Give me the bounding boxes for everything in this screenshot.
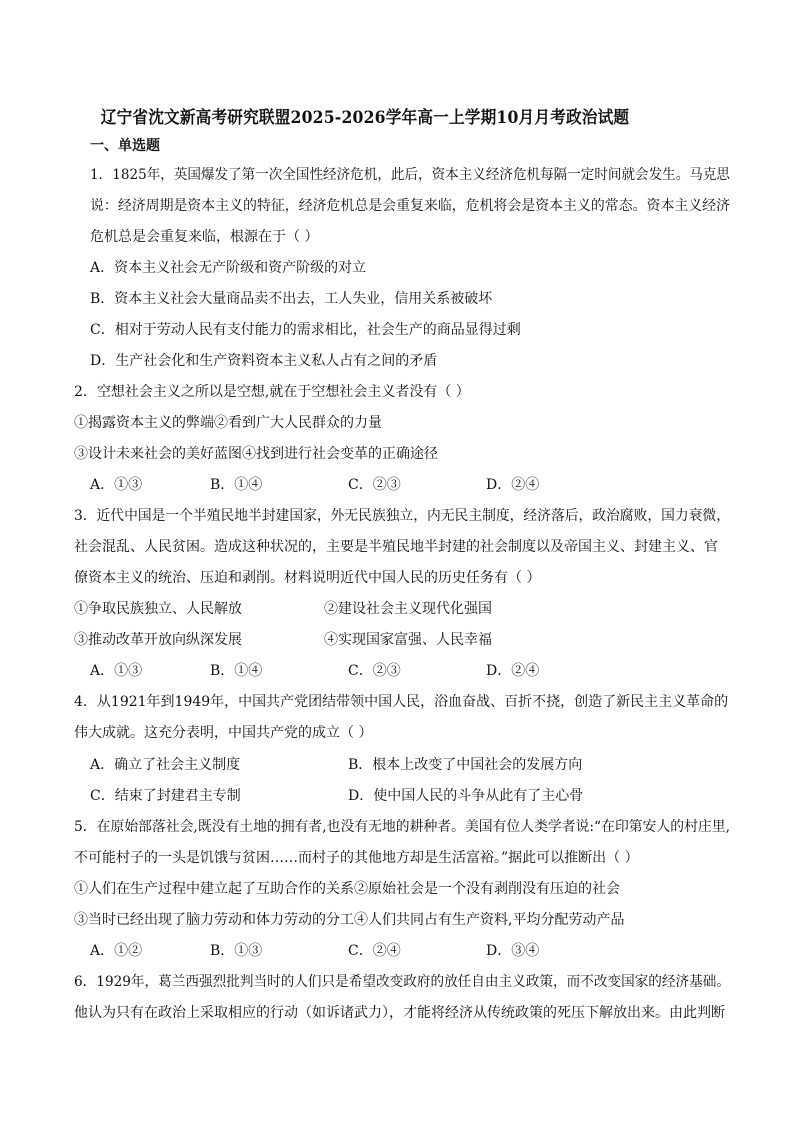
q4-option-d[interactable]: D．使中国人民的斗争从此有了主心骨 <box>348 788 584 804</box>
q4-stem-line-2: 伟大成就。这充分表明，中国共产党的成立（ ） <box>74 725 373 741</box>
q3-stem-line-1: 3．近代中国是一个半殖民地半封建国家，外无民族独立，内无民主制度，经济落后，政治腐败，国力衰微， <box>74 508 730 524</box>
q5-statements-1: ①人们在生产过程中建立起了互助合作的关系②原始社会是一个没有剥削没有压迫的社会 <box>74 881 620 897</box>
q3-statement-2: ②建设社会主义现代化强国 <box>324 601 492 617</box>
q2-option-a[interactable]: A．①③ <box>90 477 143 493</box>
q1-stem-line-2: 说：经济周期是资本主义的特征，经济危机总是会重复来临，危机将会是资本主义的常态。资本主义经济 <box>90 198 731 214</box>
q5-stem-line-2: 不可能村子的一头是饥饿与贫困……而村子的其他地方却是生活富裕。”据此可以推断出（ ） <box>74 850 639 866</box>
q6-stem-line-1: 6．1929年，葛兰西强烈批判当时的人们只是希望改变政府的放任自由主义政策，而不改变国家的经济基础。 <box>74 974 730 990</box>
q1-option-a[interactable]: A．资本主义社会无产阶级和资产阶级的对立 <box>90 260 367 276</box>
q3-option-c[interactable]: C．②③ <box>348 663 401 679</box>
q2-stem: 2．空想社会主义之所以是空想,就在于空想社会主义者没有（ ） <box>74 384 470 400</box>
q6-stem-line-2: 他认为只有在政治上采取相应的行动（如诉诸武力），才能将经济从传统政策的死压下解放出来。由此判断 <box>74 1005 725 1021</box>
q1-option-d[interactable]: D．生产社会化和生产资料资本主义私人占有之间的矛盾 <box>90 353 438 369</box>
q5-stem-line-1: 5．在原始部落社会,既没有土地的拥有者,也没有无地的耕种者。美国有位人类学者说:“在印第安人的村庄里, <box>74 819 730 835</box>
q1-option-c[interactable]: C．相对于劳动人民有支付能力的需求相比，社会生产的商品显得过剩 <box>90 322 521 338</box>
q2-option-c[interactable]: C．②③ <box>348 477 401 493</box>
q1-option-b[interactable]: B．资本主义社会大量商品卖不出去，工人失业，信用关系被破坏 <box>90 291 493 307</box>
q3-option-b[interactable]: B．①④ <box>210 663 263 679</box>
q5-option-d[interactable]: D．③④ <box>486 943 540 959</box>
q4-option-c[interactable]: C．结束了封建君主专制 <box>90 788 241 804</box>
q5-option-a[interactable]: A．①② <box>90 943 143 959</box>
q1-stem-line-1: 1．1825年，英国爆发了第一次全国性经济危机，此后，资本主义经济危机每隔一定时间就会发生。马克思 <box>90 167 731 183</box>
q5-option-c[interactable]: C．②④ <box>348 943 401 959</box>
q2-option-d[interactable]: D．②④ <box>486 477 540 493</box>
q3-statement-3: ③推动改革开放向纵深发展 <box>74 632 242 648</box>
q3-stem-line-2: 社会混乱、人民贫困。造成这种状况的，主要是半殖民地半封建的社会制度以及帝国主义、封建主义、官 <box>74 539 718 555</box>
section-heading: 一、单选题 <box>90 138 160 154</box>
q2-statements-1: ①揭露资本主义的弊端②看到广大人民群众的力量 <box>74 415 382 431</box>
q5-statements-2: ③当时已经出现了脑力劳动和体力劳动的分工④人们共同占有生产资料,平均分配劳动产品 <box>74 912 625 928</box>
q4-option-a[interactable]: A．确立了社会主义制度 <box>90 757 241 773</box>
q3-statement-1: ①争取民族独立、人民解放 <box>74 601 242 617</box>
q5-option-b[interactable]: B．①③ <box>210 943 263 959</box>
q3-option-d[interactable]: D．②④ <box>486 663 540 679</box>
q3-stem-line-3: 僚资本主义的统治、压迫和剥削。材料说明近代中国人民的历史任务有（ ） <box>74 570 541 586</box>
q1-stem-line-3: 危机总是会重复来临，根源在于（ ） <box>90 229 319 245</box>
exam-title: 辽宁省沈文新高考研究联盟2025-2026学年高一上学期10月月考政治试题 <box>100 108 630 128</box>
q4-stem-line-1: 4．从1921年到1949年，中国共产党团结带领中国人民，浴血奋战、百折不挠，创造了新民主主义革命的 <box>74 694 729 710</box>
q4-option-b[interactable]: B．根本上改变了中国社会的发展方向 <box>348 757 583 773</box>
q2-option-b[interactable]: B．①④ <box>210 477 263 493</box>
q3-statement-4: ④实现国家富强、人民幸福 <box>324 632 492 648</box>
q3-option-a[interactable]: A．①③ <box>90 663 143 679</box>
q2-statements-2: ③设计未来社会的美好蓝图④找到进行社会变革的正确途径 <box>74 446 438 462</box>
